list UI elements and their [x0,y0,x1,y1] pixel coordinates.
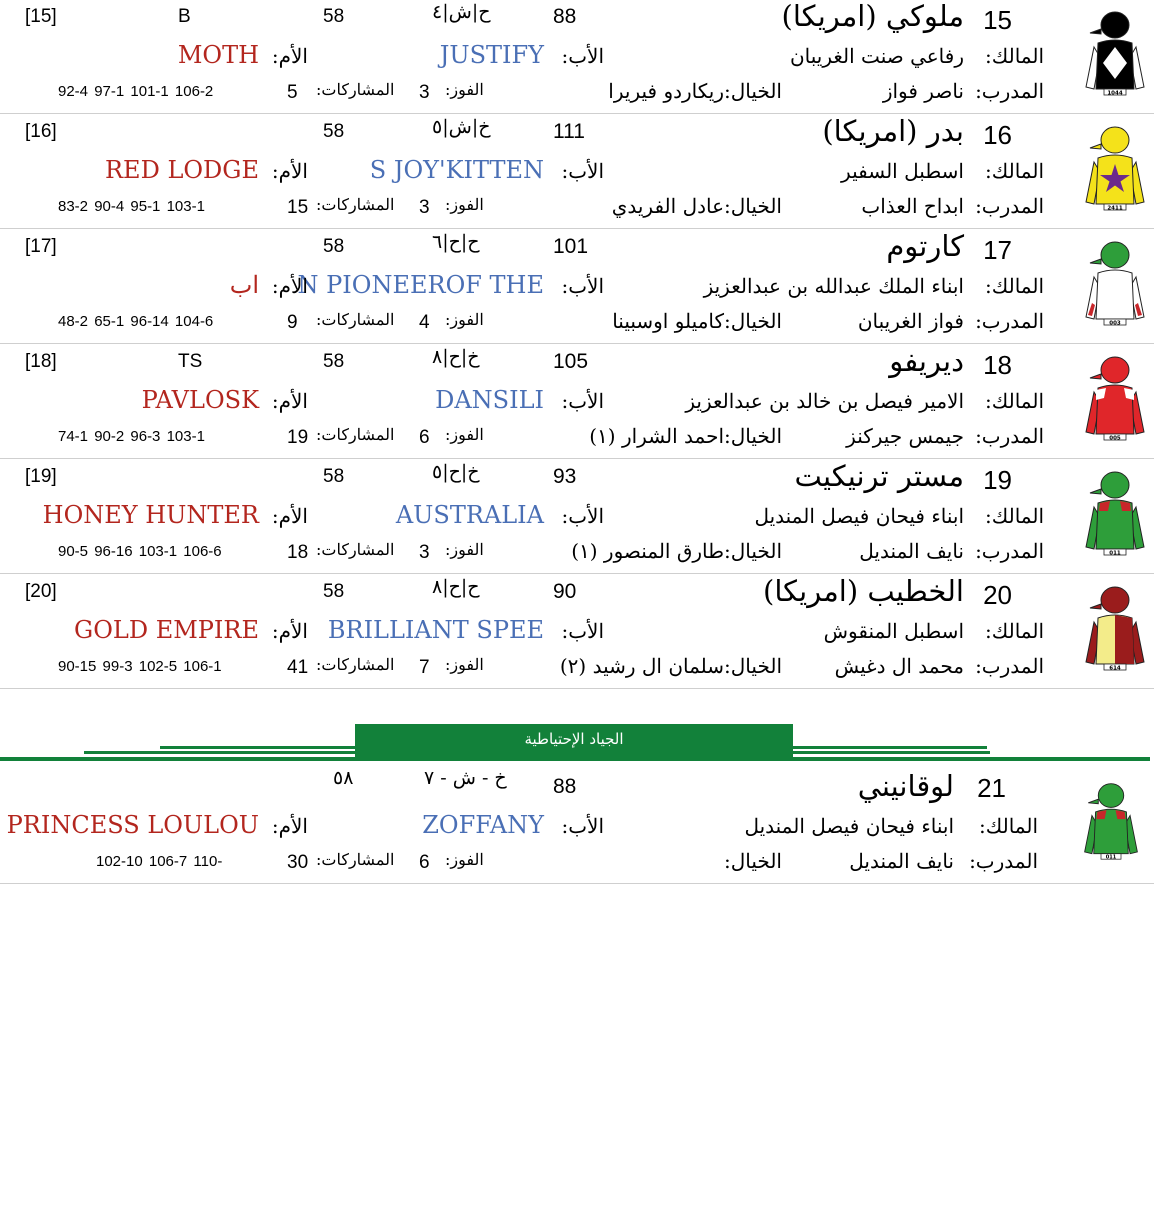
wins-count: 7 [419,657,430,678]
horse-rating: 88 [553,775,577,798]
silk-number: 003 [1109,320,1121,327]
dam-label: الأم: [271,814,308,838]
sire-label: الأب: [561,619,604,643]
runs-label: المشاركات: [316,80,395,99]
wins-count: 6 [419,427,430,448]
trainer-name: فواز الغريبان [857,309,964,333]
jockey-name: الخيال:عادل الفريدي [611,194,782,218]
dam-label: الأم: [271,504,308,528]
runs-count: 30 [287,852,309,873]
runs-label: المشاركات: [316,850,395,869]
dam-name: GOLD EMPIRE [74,616,259,644]
horse-entry [0,342,1154,459]
wins-label: الفوز: [445,655,484,674]
runs-count: 5 [287,82,298,103]
dam-label: الأم: [271,619,308,643]
trainer-name: جيمس جيركنز [846,424,964,448]
trainer-name: ناصر فواز [882,79,964,103]
sire-label: الأب: [561,814,604,838]
horse-entry [0,572,1154,689]
horse-form: خ - ش - ٧ [424,767,507,789]
jockey-silk-icon [1082,354,1148,442]
owner-label: المالك: [985,159,1044,183]
horse-number: 16 [983,120,1012,150]
recent-ratings: 90-5 96-16 103-1 106-6 [58,543,222,560]
recent-ratings: 90-15 99-3 102-5 106-1 [58,658,222,675]
reserve-divider [0,724,1154,764]
owner-label: المالك: [985,504,1044,528]
owner-name: ابناء فيحان فيصل المنديل [744,814,954,838]
trainer-name: نايف المنديل [849,849,954,873]
jockey-name: الخيال:طارق المنصور (١) [571,539,782,563]
sire-name: JUSTIFY [439,41,544,69]
jockey-silk-icon [1078,781,1144,861]
jockey-name: الخيال:احمد الشرار (١) [589,424,782,448]
runs-label: المشاركات: [316,195,395,214]
horse-name[interactable]: لوقانيني [857,769,954,803]
dam-label: الأم: [271,44,308,68]
horse-form: ح|ش|٤ [432,1,491,23]
equipment-code: TS [178,351,203,372]
trainer-label: المدرب: [969,849,1038,873]
wins-count: 3 [419,197,430,218]
horse-form: ح|ح|٨ [432,576,480,598]
sire-name: S JOY'KITTEN [369,156,544,184]
jockey-name: الخيال:كاميلو اوسبينا [612,309,782,333]
horse-number: 17 [983,235,1012,265]
horse-entry [0,457,1154,574]
owner-label: المالك: [985,274,1044,298]
wins-label: الفوز: [445,425,484,444]
recent-ratings: 102-10 106-7 110- [96,853,223,870]
owner-name: اسطبل المنقوش [823,619,964,643]
wins-count: 4 [419,312,430,333]
dam-name: MOTH [177,41,259,69]
horse-weight: 58 [323,466,345,487]
silk-number: 005 [1109,435,1121,442]
horse-form: خ|ح|٨ [432,346,480,368]
horse-entry [0,0,1154,114]
horse-form: خ|ح|٥ [432,461,480,483]
sire-name: N PIONEEROF THE [297,271,544,299]
dam-name: HONEY HUNTER [42,501,259,529]
horse-rating: 88 [553,5,577,28]
jockey-name: الخيال:سلمان ال رشيد (٢) [559,654,782,678]
horse-name[interactable]: كارتوم [886,229,964,263]
dam-label: الأم: [271,389,308,413]
horse-rating: 101 [553,235,589,258]
horse-form: خ|ش|٥ [432,116,491,138]
recent-ratings: 92-4 97-1 101-1 106-2 [58,83,214,100]
horse-name[interactable]: مستر ترنيكيت [794,459,964,493]
sire-label: الأب: [561,44,604,68]
horse-form: ح|ح|٦ [432,231,480,253]
wins-count: 6 [419,852,430,873]
horse-number: 21 [977,773,1006,803]
wins-label: الفوز: [445,195,484,214]
draw-number: [18] [25,351,57,372]
runs-count: 19 [287,427,309,448]
horse-rating: 93 [553,465,577,488]
owner-label: المالك: [985,389,1044,413]
jockey-silk-icon [1082,584,1148,672]
sire-label: الأب: [561,389,604,413]
runs-count: 41 [287,657,309,678]
equipment-code: B [178,6,191,27]
owner-label: المالك: [979,814,1038,838]
runs-label: المشاركات: [316,310,395,329]
silk-number: 1044 [1107,90,1123,97]
trainer-name: نايف المنديل [859,539,964,563]
runs-label: المشاركات: [316,540,395,559]
reserve-title: الجياد الإحتياطية [355,724,793,758]
owner-name: الامير فيصل بن خالد بن عبدالعزيز [685,389,964,413]
horse-weight: 58 [323,351,345,372]
draw-number: [16] [25,121,57,142]
jockey-silk-icon [1082,239,1148,327]
recent-ratings: 83-2 90-4 95-1 103-1 [58,198,205,215]
sire-label: الأب: [561,274,604,298]
dam-name: PAVLOSK [141,386,259,414]
silk-number: 011 [1109,550,1121,557]
owner-name: ابناء الملك عبدالله بن عبدالعزيز [703,274,964,298]
horse-name[interactable]: ديريفو [889,344,964,378]
horse-rating: 105 [553,350,589,373]
horse-name[interactable]: بدر (امريكا) [822,114,964,148]
reserve-horse-entry [0,767,1154,884]
trainer-name: ابداح العذاب [861,194,964,218]
horse-weight: 58 [323,6,345,27]
jockey-name: الخيال:ريكاردو فيريرا [608,79,782,103]
silk-number: 011 [1105,854,1117,861]
horse-number: 20 [983,580,1012,610]
horse-rating: 111 [553,120,585,143]
draw-number: [19] [25,466,57,487]
owner-name: اسطبل السفير [841,159,964,183]
runs-count: 9 [287,312,298,333]
horse-weight: 58 [323,121,345,142]
owner-name: ابناء فيحان فيصل المنديل [754,504,964,528]
owner-label: المالك: [985,44,1044,68]
dam-label: الأم: [271,274,308,298]
jockey-silk-icon [1082,124,1148,212]
jockey-name: الخيال: [724,849,782,873]
trainer-label: المدرب: [975,424,1044,448]
runs-label: المشاركات: [316,425,395,444]
dam-name: اب [229,271,259,299]
runs-count: 15 [287,197,309,218]
owner-label: المالك: [985,619,1044,643]
owner-name: رفاعي صنت الغريبان [789,44,964,68]
wins-label: الفوز: [445,540,484,559]
dam-label: الأم: [271,159,308,183]
horse-weight: 58 [323,581,345,602]
trainer-label: المدرب: [975,539,1044,563]
horse-weight: 58 [323,236,345,257]
horse-name[interactable]: الخطيب (امريكا) [763,574,964,608]
dam-name: RED LODGE [104,156,259,184]
horse-rating: 90 [553,580,577,603]
jockey-silk-icon [1082,9,1148,97]
sire-label: الأب: [561,159,604,183]
draw-number: [20] [25,581,57,602]
runs-label: المشاركات: [316,655,395,674]
trainer-label: المدرب: [975,194,1044,218]
trainer-label: المدرب: [975,654,1044,678]
sire-name: DANSILI [435,386,544,414]
sire-name: ZOFFANY [422,811,544,839]
horse-weight: ٥٨ [333,768,354,789]
horse-number: 15 [983,5,1012,35]
horse-name[interactable]: ملوكي (امريكا) [781,0,964,33]
horse-entry [0,227,1154,344]
wins-count: 3 [419,82,430,103]
sire-name: BRILLIANT SPEE [327,616,544,644]
wins-label: الفوز: [445,80,484,99]
sire-label: الأب: [561,504,604,528]
sire-name: AUSTRALIA [395,501,544,529]
recent-ratings: 48-2 65-1 96-14 104-6 [58,313,214,330]
silk-number: 2411 [1107,205,1123,212]
trainer-label: المدرب: [975,309,1044,333]
silk-number: 614 [1109,665,1121,672]
horse-entry [0,112,1154,229]
wins-label: الفوز: [445,310,484,329]
runs-count: 18 [287,542,309,563]
wins-label: الفوز: [445,850,484,869]
draw-number: [17] [25,236,57,257]
horse-number: 18 [983,350,1012,380]
draw-number: [15] [25,6,57,27]
trainer-name: محمد ال دغيش [834,654,964,678]
dam-name: PRINCESS LOULOU [6,811,259,839]
jockey-silk-icon [1082,469,1148,557]
trainer-label: المدرب: [975,79,1044,103]
recent-ratings: 74-1 90-2 96-3 103-1 [58,428,205,445]
wins-count: 3 [419,542,430,563]
horse-number: 19 [983,465,1012,495]
